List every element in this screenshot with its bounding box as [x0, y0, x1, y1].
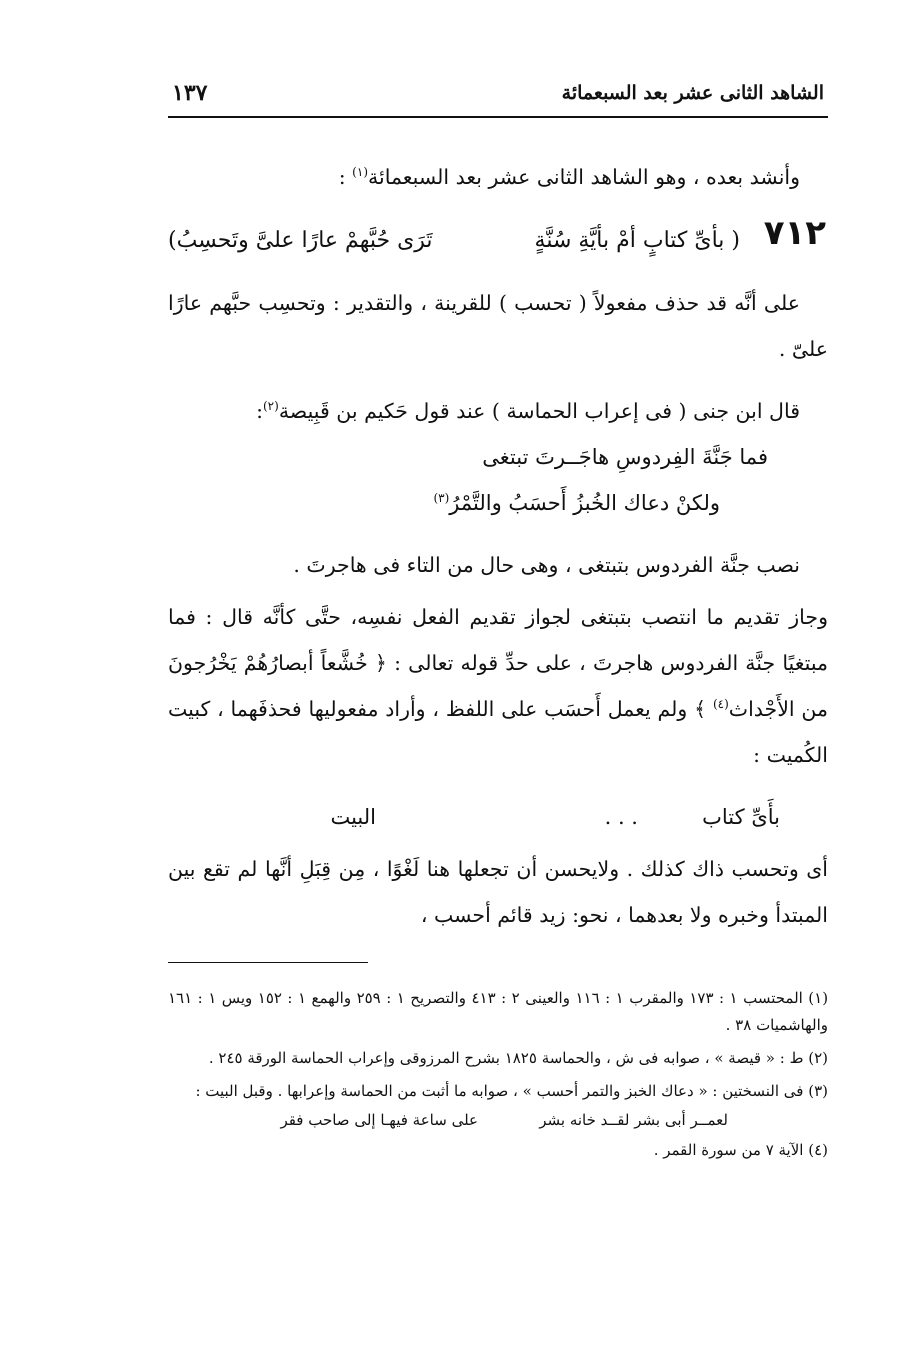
book-page	[168, 70, 828, 1320]
verse-reference-line	[168, 788, 828, 840]
paragraph-4	[168, 594, 828, 778]
footnote-ref-1[interactable]: (١)	[352, 165, 368, 179]
poem-line-2	[168, 480, 828, 526]
verse-number: ٧١٢	[763, 213, 826, 253]
main-text	[168, 154, 828, 938]
verse-712	[168, 208, 828, 274]
verse-reference-label: البيت	[330, 805, 376, 829]
intro-end: :	[338, 165, 353, 189]
poem-line-2-text: ولكنْ دعاك الخُبزُ أَحسَبُ والتَّمْرُ	[449, 491, 720, 515]
running-title: الشاهد الثانى عشر بعد السبعمائة	[561, 82, 824, 104]
paragraph-3: نصب جنَّة الفردوس بتبتغى ، وهى حال من التاء فى هاجرتَ .	[293, 553, 800, 577]
verse-hemistich-2: تَرَى حُبَّهمْ عارًا علىَّ وتَحسِبُ)	[168, 228, 433, 253]
footnote-3: (٣) فى النسختين : « دعاك الخبز والتمر أحسب » ، صوابه ما أثبت من الحماسة وإعرابها . وقبل البيت :	[195, 1082, 828, 1100]
paragraph-2	[168, 388, 828, 434]
footnote-separator	[168, 962, 368, 963]
footnote-ref-4[interactable]: (٤)	[712, 697, 729, 711]
paragraph-5: أى وتحسب ذاك كذلك . ولايحسن أن تجعلها هنا لَغْوًا ، مِن قِبَلِ أنَّها لم تقع بين المبتدأ وخبره ولا بعدهما ، نحو: زيد قائم أحسب ،	[168, 857, 828, 927]
page-number: ١٣٧	[172, 80, 208, 106]
footnote-2: (٢) ط : « قيصة » ، صوابه فى ش ، والحماسة ١٨٢٥ بشرح المرزوقى وإعراب الحماسة الورقة ٢٤٥ .	[208, 1049, 828, 1067]
verse-hemistich-1: ( بأىِّ كتابٍ أمْ بأيَّةِ سُنَّةٍ	[534, 228, 740, 253]
footnote-ref-3[interactable]: (٣)	[433, 491, 450, 505]
footnote-1: (١) المحتسب ١ : ١٧٣ والمقرب ١ : ١١٦ والعينى ٢ : ٤١٣ والتصريح ١ : ٢٥٩ والهمع ١ : ١٥٢ ويس ١ : ١٦١ والهاشميات ٣٨ .	[168, 989, 829, 1034]
paragraph-4-end: ﴾ ولم يعمل أَحسَب على اللفظ ، وأراد مفعوليها فحذفَهما ، كبيت الكُميت :	[168, 697, 828, 767]
footnote-3-verse-b: على ساعة فيهـا إلى صاحب فقر	[280, 1111, 478, 1129]
paragraph-2-end: :	[256, 399, 263, 423]
verse-reference-text: بأَىِّ كتاب	[702, 805, 780, 829]
paragraph-4-text: وجاز تقديم ما انتصب بتبتغى لجواز تقديم الفعل نفسِه، حتَّى كأنَّه قال : فما مبتغيًا جنَّة الفردوس هاجرتَ ، على حدِّ قوله تعالى : ﴿ خُشَّعاً أبصارُهُمْ يَخْرُجونَ من الأَجْداث	[168, 605, 828, 721]
footnote-4: (٤) الآية ٧ من سورة القمر .	[653, 1141, 828, 1159]
running-header	[168, 70, 828, 118]
paragraph-2-text: قال ابن جنى ( فى إعراب الحماسة ) عند قول حَكيم بن قَبِيصة	[278, 399, 800, 423]
ellipsis: . . .	[604, 805, 638, 829]
footnote-ref-2[interactable]: (٢)	[262, 399, 279, 413]
paragraph-1: على أنَّه قد حذف مفعولاً ( تحسب ) للقرينة ، والتقدير : وتحسِب حبَّهم عارًا علىّ .	[168, 291, 828, 361]
footnote-3-verse-a: لعمــر أبى بشر لقــد خانه بشر	[539, 1111, 728, 1129]
intro-line	[168, 154, 828, 200]
footnotes	[168, 985, 828, 1164]
poem-line-1: فما جَنَّةَ الفِردوسِ هاجَــرتَ تبتغى	[482, 445, 768, 469]
intro-text: وأنشد بعده ، وهو الشاهد الثانى عشر بعد السبعمائة	[368, 165, 800, 189]
footnote-3-verse	[168, 1107, 828, 1137]
